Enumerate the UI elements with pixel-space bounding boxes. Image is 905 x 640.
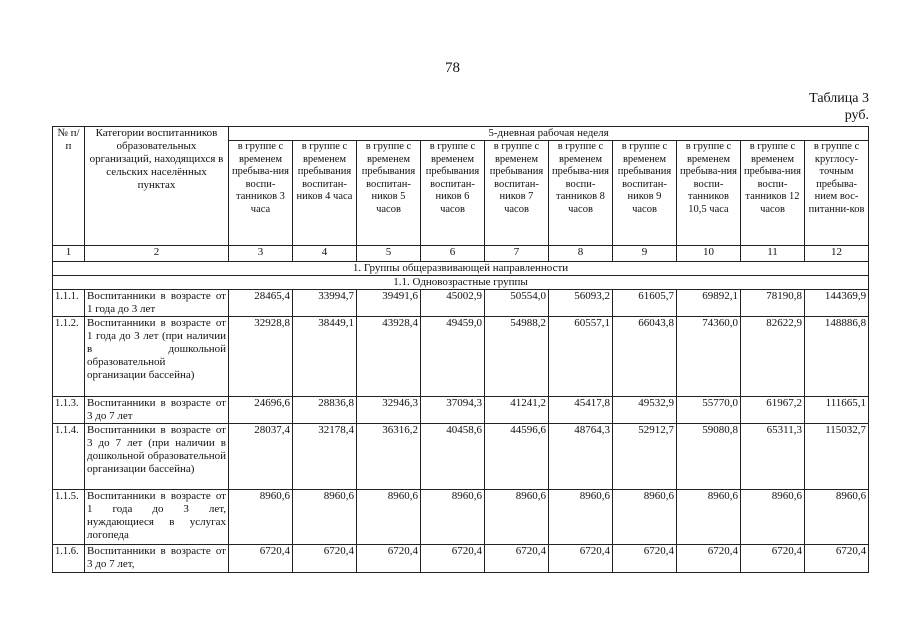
row-value: 8960,6: [741, 490, 805, 545]
row-value: 8960,6: [485, 490, 549, 545]
column-number: 7: [485, 246, 549, 262]
page-number: 78: [445, 60, 460, 76]
row-value: 59080,8: [677, 424, 741, 490]
row-value: 6720,4: [613, 545, 677, 573]
column-number: 1: [53, 246, 85, 262]
row-value: 32946,3: [357, 397, 421, 424]
column-number: 10: [677, 246, 741, 262]
row-value: 45417,8: [549, 397, 613, 424]
column-number: 9: [613, 246, 677, 262]
row-value: 32928,8: [229, 317, 293, 397]
rates-table: [52, 126, 869, 573]
row-value: 49532,9: [613, 397, 677, 424]
header-group: в группе с временем пребывания воспитан-ников 5 часов: [357, 141, 421, 246]
column-number: 4: [293, 246, 357, 262]
column-number: 3: [229, 246, 293, 262]
row-value: 52912,7: [613, 424, 677, 490]
row-value: 50554,0: [485, 290, 549, 317]
currency-label: руб.: [844, 108, 869, 123]
row-value: 41241,2: [485, 397, 549, 424]
row-value: 8960,6: [293, 490, 357, 545]
row-value: 6720,4: [229, 545, 293, 573]
row-value: 8960,6: [421, 490, 485, 545]
row-value: 6720,4: [677, 545, 741, 573]
row-category: Воспитанники в возрасте от 3 до 7 лет,: [85, 545, 229, 573]
row-value: 55770,0: [677, 397, 741, 424]
row-category: Воспитанники в возрасте от 1 года до 3 лет (при наличии в дошкольной образовательной организации бассейна): [85, 317, 229, 397]
row-value: 82622,9: [741, 317, 805, 397]
row-value: 6720,4: [549, 545, 613, 573]
row-value: 69892,1: [677, 290, 741, 317]
row-value: 36316,2: [357, 424, 421, 490]
row-value: 144369,9: [805, 290, 869, 317]
column-number: 2: [85, 246, 229, 262]
row-value: 56093,2: [549, 290, 613, 317]
row-value: 148886,8: [805, 317, 869, 397]
data-rows: [53, 290, 869, 573]
row-value: 37094,3: [421, 397, 485, 424]
table-row: [53, 490, 869, 545]
row-code: 1.1.2.: [53, 317, 85, 397]
row-value: 38449,1: [293, 317, 357, 397]
table-row: [53, 317, 869, 397]
row-value: 28465,4: [229, 290, 293, 317]
table-label: Таблица 3: [809, 91, 869, 106]
header-week: 5-дневная рабочая неделя: [229, 127, 869, 141]
row-value: 61967,2: [741, 397, 805, 424]
row-value: 54988,2: [485, 317, 549, 397]
table-row: [53, 397, 869, 424]
row-category: Воспитанники в возрасте от 1 года до 3 лет, нуждающиеся в услугах логопеда: [85, 490, 229, 545]
row-value: 32178,4: [293, 424, 357, 490]
row-code: 1.1.3.: [53, 397, 85, 424]
row-value: 40458,6: [421, 424, 485, 490]
column-number-row: [53, 246, 869, 262]
row-value: 48764,3: [549, 424, 613, 490]
header-row-1: [53, 127, 869, 141]
header-num: № п/п: [53, 127, 85, 246]
row-value: 6720,4: [357, 545, 421, 573]
header-group: в группе с временем пребывания воспитан-ников 6 часов: [421, 141, 485, 246]
row-value: 65311,3: [741, 424, 805, 490]
header-group: в группе с временем пребыва-ния воспи-танников 3 часа: [229, 141, 293, 246]
header-group: в группе с временем пребывания воспитан-ников 7 часов: [485, 141, 549, 246]
row-value: 8960,6: [229, 490, 293, 545]
subsection-title: 1.1. Одновозрастные группы: [53, 276, 869, 290]
row-value: 8960,6: [357, 490, 421, 545]
row-value: 8960,6: [805, 490, 869, 545]
header-group: в группе с временем пребыва-ния воспи-танников 10,5 часа: [677, 141, 741, 246]
row-value: 8960,6: [677, 490, 741, 545]
row-value: 44596,6: [485, 424, 549, 490]
column-number: 8: [549, 246, 613, 262]
row-value: 49459,0: [421, 317, 485, 397]
row-value: 8960,6: [549, 490, 613, 545]
table-row: [53, 424, 869, 490]
table-row: [53, 545, 869, 573]
row-category: Воспитанники в возрасте от 1 года до 3 лет: [85, 290, 229, 317]
row-value: 28037,4: [229, 424, 293, 490]
row-value: 24696,6: [229, 397, 293, 424]
row-code: 1.1.6.: [53, 545, 85, 573]
subsection-row: [53, 276, 869, 290]
header-category: Категории воспитанников образовательных организаций, находящихся в сельских населённых пунктах: [85, 127, 229, 246]
row-code: 1.1.4.: [53, 424, 85, 490]
header-group: в группе с временем пребыва-ния воспи-танников 12 часов: [741, 141, 805, 246]
header-group: в группе с временем пребывания воспитан-ников 4 часа: [293, 141, 357, 246]
row-value: 74360,0: [677, 317, 741, 397]
header-group: в группе с временем пребывания воспитан-ников 9 часов: [613, 141, 677, 246]
row-value: 43928,4: [357, 317, 421, 397]
row-code: 1.1.5.: [53, 490, 85, 545]
row-value: 45002,9: [421, 290, 485, 317]
header-group: в группе с круглосу-точным пребыва-нием вос-питанни-ков: [805, 141, 869, 246]
row-value: 6720,4: [805, 545, 869, 573]
row-value: 6720,4: [485, 545, 549, 573]
row-value: 66043,8: [613, 317, 677, 397]
row-value: 39491,6: [357, 290, 421, 317]
column-number: 5: [357, 246, 421, 262]
row-value: 115032,7: [805, 424, 869, 490]
column-number: 12: [805, 246, 869, 262]
row-value: 60557,1: [549, 317, 613, 397]
row-value: 6720,4: [421, 545, 485, 573]
row-value: 61605,7: [613, 290, 677, 317]
row-value: 111665,1: [805, 397, 869, 424]
row-category: Воспитанники в возрасте от 3 до 7 лет (при наличии в дошкольной образовательной организации бассейна): [85, 424, 229, 490]
row-value: 28836,8: [293, 397, 357, 424]
row-value: 6720,4: [293, 545, 357, 573]
row-value: 8960,6: [613, 490, 677, 545]
row-value: 33994,7: [293, 290, 357, 317]
row-value: 78190,8: [741, 290, 805, 317]
section-row: [53, 262, 869, 276]
row-code: 1.1.1.: [53, 290, 85, 317]
header-group: в группе с временем пребыва-ния воспи-танников 8 часов: [549, 141, 613, 246]
section-title: 1. Группы общеразвивающей направленности: [53, 262, 869, 276]
row-category: Воспитанники в возрасте от 3 до 7 лет: [85, 397, 229, 424]
column-number: 6: [421, 246, 485, 262]
row-value: 6720,4: [741, 545, 805, 573]
column-number: 11: [741, 246, 805, 262]
table-row: [53, 290, 869, 317]
